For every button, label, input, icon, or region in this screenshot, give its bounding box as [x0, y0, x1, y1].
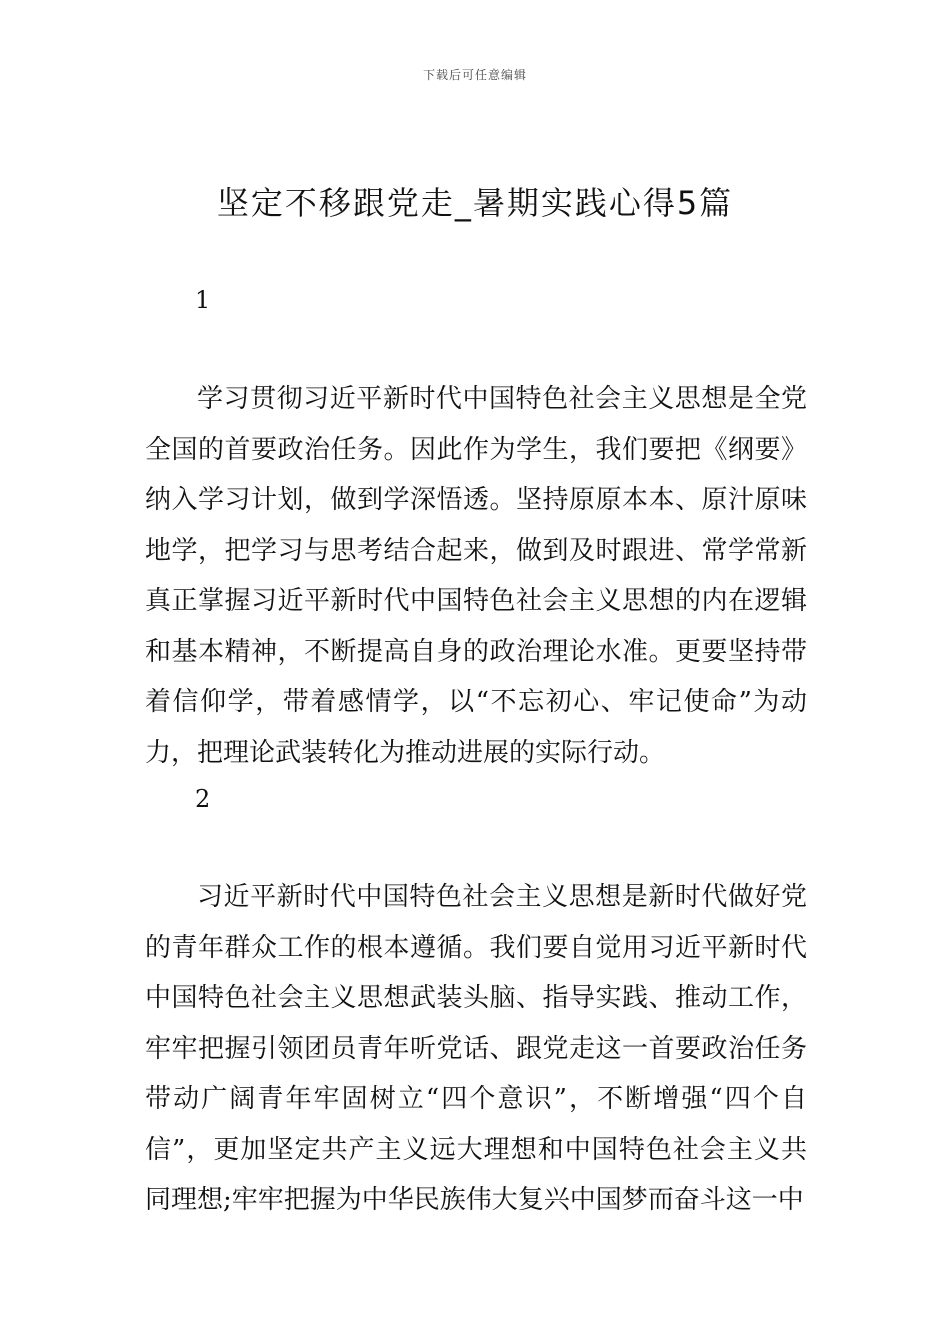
header-note: 下载后可任意编辑	[422, 68, 527, 82]
section-number-2: 2	[195, 785, 211, 813]
section-body-1: 学习贯彻习近平新时代中国特色社会主义思想是全党全国的首要政治任务。因此作为学生，我们要把《纲要》纳入学习计划，做到学深悟透。坚持原原本本、原汁原味地学，把学习与思考结合起来，做到及时跟进、常学常新真正掌握习近平新时代中国特色社会主义思想的内在逻辑和基本精神，不断提高自身的政治理论水准。更要坚持带着信仰学，带着感情学，以“不忘初心、牢记使命”为动力，把理论武装转化为推动进展的实际行动。	[145, 384, 807, 768]
document-title: 坚定不移跟党走_暑期实践心得5篇	[216, 184, 734, 222]
section-number-1: 1	[195, 286, 211, 314]
section-body-2: 习近平新时代中国特色社会主义思想是新时代做好党的青年群众工作的根本遵循。我们要自觉用习近平新时代中国特色社会主义思想武装头脑、指导实践、推动工作，牢牢把握引领团员青年听党话、跟党走这一首要政治任务带动广阔青年牢固树立“四个意识”，不断增强“四个自信”，更加坚定共产主义远大理想和中国特色社会主义共同理想;牢牢把握为中华民族伟大复兴中国梦而奋斗这一中	[145, 882, 807, 1215]
